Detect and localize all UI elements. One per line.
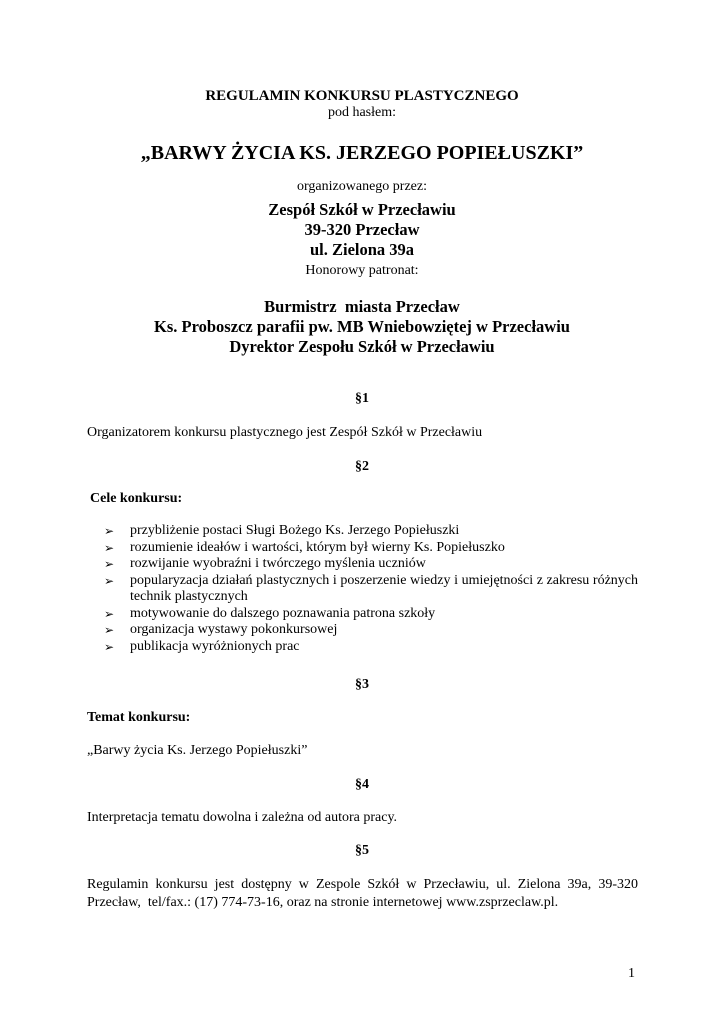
document-title: REGULAMIN KONKURSU PLASTYCZNEGO (205, 88, 519, 104)
section-5-heading: §5 (355, 843, 369, 858)
patron-parish-priest: Ks. Proboszcz parafii pw. MB Wniebowziętej w Przecławiu (154, 317, 570, 336)
arrowhead-bullet-icon: ➢ (104, 606, 115, 621)
arrowhead-bullet-icon: ➢ (104, 623, 115, 637)
list-item: ➢ popularyzacja działań plastycznych i poszerzenie wiedzy i umiejętności z zakresu różnych technik plastycznych (104, 572, 638, 604)
list-item: ➢ przybliżenie postaci Sługi Bożego Ks. Jerzego Popiełuszki (104, 523, 460, 538)
section-5-text: Regulamin konkursu jest dostępny w Zespole Szkół w Przecławiu, ul. Zielona 39a, 39-320 Przecław, tel/fax.: (17) 774-73-16, oraz na stronie internetowej www.zsprzeclaw.pl. (87, 877, 642, 910)
goals-list (104, 523, 638, 655)
contest-motto: „BARWY ŻYCIA KS. JERZEGO POPIEŁUSZKI” (140, 142, 584, 164)
list-item: ➢ organizacja wystawy pokonkursowej (104, 622, 338, 637)
section-1-heading: §1 (355, 391, 369, 406)
list-item: ➢ rozwijanie wyobraźni i twórczego myślenia uczniów (104, 556, 426, 571)
organizer-street: ul. Zielona 39a (309, 240, 415, 259)
arrowhead-bullet-icon: ➢ (104, 557, 115, 571)
section-3-heading: §3 (355, 677, 369, 692)
section-4-text: Interpretacja tematu dowolna i zależna od autora pracy. (87, 810, 398, 825)
patron-school-director: Dyrektor Zespołu Szkół w Przecławiu (229, 337, 495, 356)
section-1-text: Organizatorem konkursu plastycznego jest Zespół Szkół w Przecławiu (87, 425, 483, 440)
document-subtitle: pod hasłem: (327, 105, 397, 120)
arrowhead-bullet-icon: ➢ (104, 540, 115, 555)
arrowhead-bullet-icon: ➢ (104, 639, 115, 654)
topic-text: „Barwy życia Ks. Jerzego Popiełuszki” (87, 743, 308, 758)
arrowhead-bullet-icon: ➢ (104, 524, 115, 538)
organizer-name: Zespół Szkół w Przecławiu (268, 200, 456, 219)
list-item: ➢ rozumienie ideałów i wartości, którym był wierny Ks. Popiełuszko (104, 539, 505, 555)
organized-by-label: organizowanego przez: (297, 179, 427, 194)
section-4-heading: §4 (355, 777, 369, 792)
patronage-label: Honorowy patronat: (305, 263, 419, 278)
organizer-postcode: 39-320 Przecław (304, 220, 420, 239)
section-2-heading: §2 (355, 459, 369, 474)
patron-mayor: Burmistrz miasta Przecław (264, 297, 460, 316)
list-item: ➢ publikacja wyróżnionych prac (104, 638, 300, 654)
arrowhead-bullet-icon: ➢ (104, 573, 115, 588)
page-number: 1 (628, 966, 635, 981)
list-item: ➢ motywowanie do dalszego poznawania patrona szkoły (104, 605, 436, 621)
topic-label: Temat konkursu: (87, 710, 191, 725)
goals-label: Cele konkursu: (90, 491, 183, 506)
